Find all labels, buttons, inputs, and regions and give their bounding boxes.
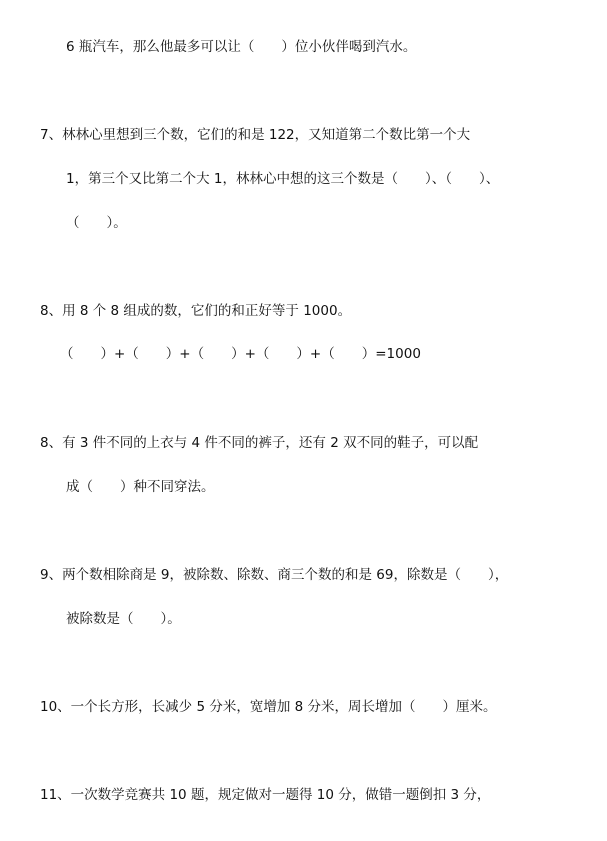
q7-line-2: 1，第三个又比第二个大 1，林林心中想的这三个数是（ ）、（ ）、 xyxy=(66,171,500,187)
q6-continuation-line: 6 瓶汽车，那么他最多可以让（ ）位小伙伴喝到汽水。 xyxy=(66,39,417,55)
q8b-line-2: 成（ ）种不同穿法。 xyxy=(66,479,215,495)
q7-line-3: （ ）。 xyxy=(66,215,127,231)
q9-line-1: 9、两个数相除商是 9，被除数、除数、商三个数的和是 69，除数是（ ）， xyxy=(40,567,509,583)
q8-line-1: 8、用 8 个 8 组成的数，它们的和正好等于 1000。 xyxy=(40,303,352,319)
q11-line-1: 11、一次数学竞赛共 10 题，规定做对一题得 10 分，做错一题倒扣 3 分， xyxy=(40,787,491,803)
q8-equation-line: （ ）+（ ）+（ ）+（ ）+（ ）=1000 xyxy=(60,346,421,362)
q7-line-1: 7、林林心里想到三个数，它们的和是 122，又知道第二个数比第一个大 xyxy=(40,127,471,143)
q8b-line-1: 8、有 3 件不同的上衣与 4 件不同的裤子，还有 2 双不同的鞋子，可以配 xyxy=(40,435,479,451)
q9-line-2: 被除数是（ ）。 xyxy=(66,611,181,627)
q10-line: 10、一个长方形，长减少 5 分米，宽增加 8 分米，周长增加（ ）厘米。 xyxy=(40,699,497,715)
